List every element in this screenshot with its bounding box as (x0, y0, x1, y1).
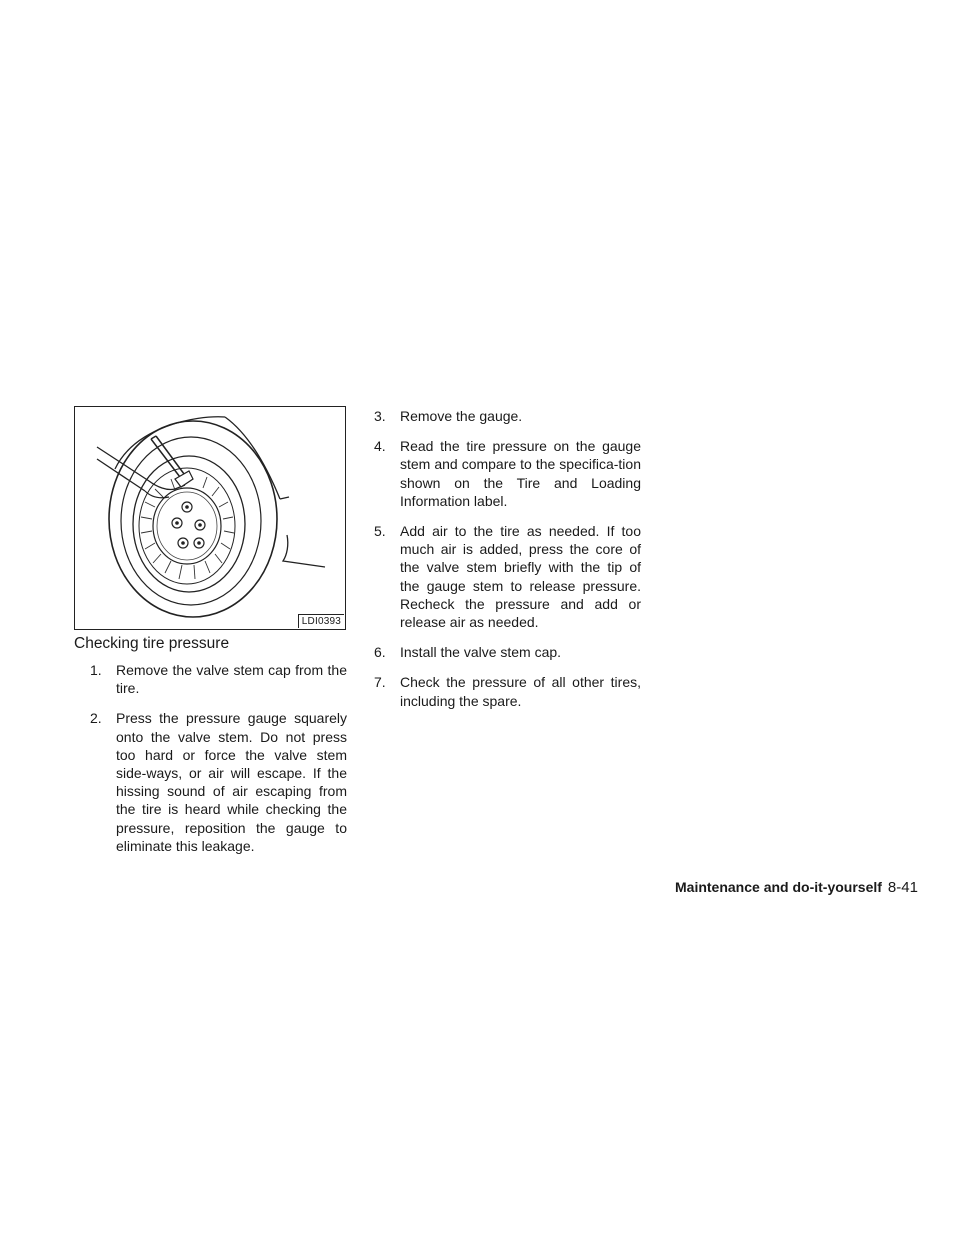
step-number: 3. (374, 408, 386, 424)
footer-chapter-title: Maintenance and do-it-yourself (675, 879, 882, 895)
section-title: Checking tire pressure (74, 635, 230, 652)
step-number: 1. (90, 662, 102, 678)
step-number: 7. (374, 674, 386, 691)
list-item-step-5 (374, 522, 641, 631)
figure-code-label: LDI0393 (298, 614, 344, 628)
list-item-step-1 (90, 661, 347, 697)
step-number: 6. (374, 644, 386, 661)
pressure-gauge-illustration-icon (75, 407, 346, 630)
list-item-step-6 (374, 643, 641, 661)
step-number: 4. (374, 438, 386, 455)
list-item-step-7 (374, 673, 641, 709)
step-text: Install the valve stem cap. (400, 644, 562, 661)
steps-list-right (374, 407, 641, 722)
step-text: Check the pressure of all other tires, including the spare. (400, 674, 641, 709)
footer-page-number: 8-41 (887, 879, 918, 896)
list-item-step-2 (90, 709, 347, 855)
page-footer (675, 878, 918, 897)
step-text: Read the tire pressure on the gauge stem and compare to the specifica-tion shown on the Tire and Loading Information label. (400, 438, 641, 509)
step-text: Press the pressure gauge squarely onto the valve stem. Do not press too hard or force the valve stem side-ways, or air will escape. If the hissing sound of air escaping from the tire is heard while checking the pressure, reposition the gauge to eliminate this leakage. (116, 710, 347, 854)
step-text: Add air to the tire as needed. If too much air is added, press the core of the valve stem briefly with the tip of the gauge stem to release pressure. Recheck the pressure and add or release air as needed. (400, 523, 641, 631)
list-item-step-4 (374, 437, 641, 510)
step-text: Remove the valve stem cap from the tire. (116, 662, 347, 697)
list-item-step-3 (374, 407, 641, 425)
steps-list-left (90, 661, 347, 867)
step-text: Remove the gauge. (400, 408, 523, 424)
step-number: 2. (90, 710, 102, 727)
tire-pressure-figure (74, 406, 346, 630)
step-number: 5. (374, 523, 386, 540)
